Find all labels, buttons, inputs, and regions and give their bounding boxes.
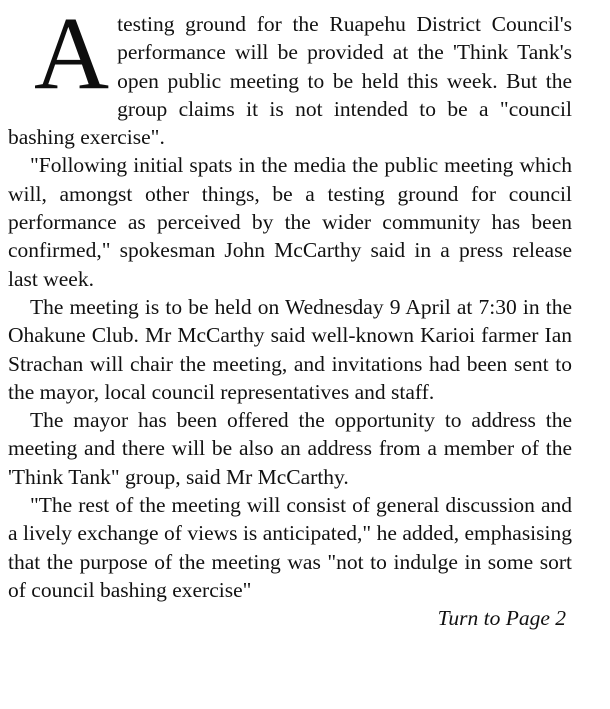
article-paragraph-3: The meeting is to be held on Wednesday 9 April at 7:30 in the Ohakune Club. Mr McCarthy said well-known Karioi farmer Ian Strachan will chair the meeting, and invitations had been sent to the mayor, local council representatives and staff.	[8, 294, 572, 404]
article-paragraph-5: "The rest of the meeting will consist of general discussion and a lively exchange of views is anticipated," he added, emphasising that the purpose of the meeting was "not to indulge in some sort of council bashing exercise"	[8, 493, 572, 602]
article-paragraph-2: "Following initial spats in the media the public meeting which will, amongst other things, be a testing ground for council performance as perceived by the wider community has been confirmed," spokesman John McCarthy said in a press release last week.	[8, 153, 572, 291]
turn-to-page-link[interactable]: Turn to Page 2	[437, 606, 566, 631]
article-paragraph-4: The mayor has been offered the opportunity to address the meeting and there will be also an address from a member of the 'Think Tank" group, said Mr McCarthy.	[8, 408, 572, 489]
paragraph-1-text: testing ground for the Ruapehu District Council's performance will be provided at the 'Think Tank's open public meeting to be held this week. But the group claims it is not intended to be a "council bashing exercise".	[8, 12, 572, 150]
drop-cap: A	[34, 0, 110, 111]
article-paragraph-1	[8, 0, 572, 151]
